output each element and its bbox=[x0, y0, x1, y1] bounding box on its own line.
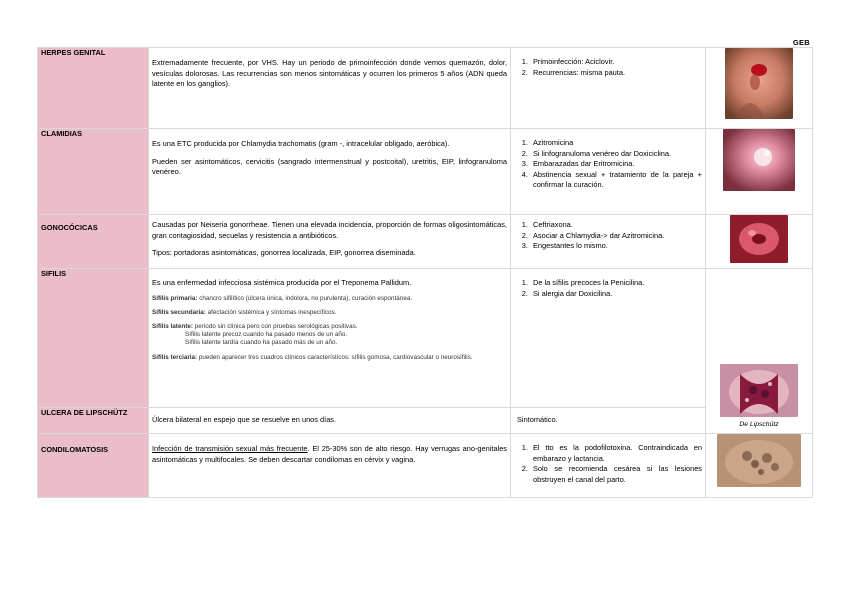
row-treatment bbox=[511, 408, 706, 434]
table-row-herpes bbox=[38, 48, 813, 129]
description-text: . El 25-30% son de alto riesgo. Hay verrugas ano-genitales asintomáticas y multifocales. Se deben descartar condilomas en cérvix y vagina. bbox=[152, 444, 508, 464]
stage-label: Sífilis primaria: bbox=[152, 294, 198, 302]
row-name: HERPES GENITAL bbox=[38, 48, 149, 129]
row-name: CLAMIDIAS bbox=[38, 129, 149, 215]
stage-text: afectación sistémica y síntomas inespecíficos. bbox=[207, 308, 337, 316]
clamidias-photo bbox=[723, 129, 795, 191]
row-treatment bbox=[511, 48, 706, 129]
syphilis-stage bbox=[152, 354, 507, 362]
treatment-item: 3. Embarazadas dar Eritromicina. bbox=[530, 159, 702, 170]
stage-text: pueden aparecer tres cuadros clínicos característicos: sífilis gomosa, cardiovascular o neurosífilis. bbox=[198, 353, 473, 361]
table-row-lipschutz bbox=[38, 408, 813, 434]
row-treatment bbox=[511, 269, 706, 408]
description-highlight: Infección de transmisión sexual más frecuente bbox=[152, 444, 308, 453]
table-row-gonococicas bbox=[38, 215, 813, 269]
row-image-cell bbox=[706, 48, 813, 129]
treatment-text: Sintomático. bbox=[517, 415, 558, 425]
description-paragraph: Causadas por Neiseria gonorrheae. Tienen una elevada incidencia, proporción de formas oligosintomáticas, gran contagiosidad, secuelas y resistencia a antibióticos. bbox=[152, 220, 507, 240]
treatment-item: 2. Solo se recomienda cesárea si las lesiones obstruyen el canal del parto. bbox=[530, 464, 702, 485]
table-row-clamidias bbox=[38, 129, 813, 215]
treatment-item: 2. Si alergia dar Doxicilina. bbox=[530, 289, 702, 300]
treatment-item: 1. El tto es la podofilotoxina. Contraindicada en embarazo y lactancia. bbox=[530, 443, 702, 464]
row-image-cell bbox=[706, 215, 813, 269]
gonococicas-photo bbox=[730, 215, 788, 263]
condilomatosis-photo bbox=[717, 434, 801, 487]
table-row-condilomatosis bbox=[38, 434, 813, 498]
description-paragraph: Úlcera bilateral en espejo que se resuelve en unos días. bbox=[152, 415, 337, 425]
row-treatment bbox=[511, 129, 706, 215]
syphilis-stage bbox=[152, 309, 507, 317]
description-paragraph: Es una enfermedad infecciosa sistémica producida por el Treponema Pallidum. bbox=[152, 278, 412, 287]
row-name: ULCERA DE LIPSCHÜTZ bbox=[38, 408, 149, 434]
row-image-cell bbox=[706, 434, 813, 498]
stage-label: Sífilis terciaria: bbox=[152, 353, 198, 361]
description-paragraph: Es una ETC producida por Chlamydia trachomatis (gram -, intracelular obligado, aeróbica). bbox=[152, 139, 450, 148]
row-treatment bbox=[511, 434, 706, 498]
treatment-item: 2. Recurrencias: misma pauta. bbox=[530, 68, 702, 79]
page-header-label: GEB bbox=[792, 38, 810, 47]
row-description bbox=[149, 48, 511, 129]
treatment-item: 3. Engestantes lo mismo. bbox=[530, 241, 702, 252]
stage-detail: Sífilis latente tardía cuando ha pasado más de un año. bbox=[185, 339, 338, 347]
treatment-item: 2. Si linfogranuloma venéreo dar Doxiciclina. bbox=[530, 149, 702, 160]
description-paragraph: Extremadamente frecuente, por VHS. Hay un periodo de primoinfección donde vemos quemazón, dolor, vesículas dolorosas. Las recurrencias son menos sintomáticas y ocurren los primeros 5 años (ADN queda latente en los ganglios). bbox=[152, 58, 507, 88]
stage-label: Sífilis latente: bbox=[152, 322, 193, 330]
stage-detail: Sífilis latente precoz cuando ha pasado menos de un año. bbox=[185, 331, 348, 339]
description-paragraph bbox=[152, 444, 507, 465]
description-paragraph: Pueden ser asintomáticos, cervicitis (sangrado intermenstrual y postcoital), uretritis, EIP, linfogranuloma venéreo. bbox=[152, 156, 507, 176]
row-name: SIFILIS bbox=[38, 269, 149, 408]
lipschutz-photo bbox=[720, 364, 798, 417]
treatment-item: 4. Abstinencia sexual + tratamiento de la pareja + confirmar la curación. bbox=[530, 170, 702, 191]
image-caption: De Lipschütz bbox=[739, 420, 779, 428]
stage-text: periodo sin clínica pero con pruebas serológicas positivas. bbox=[194, 322, 358, 330]
herpes-photo bbox=[725, 48, 793, 119]
syphilis-stage bbox=[152, 323, 507, 348]
row-description bbox=[149, 434, 511, 498]
table-row-sifilis bbox=[38, 269, 813, 408]
treatment-item: 1. Azitromicina bbox=[530, 138, 702, 149]
row-description bbox=[149, 408, 511, 434]
treatment-item: 1. De la sífilis precoces la Penicilina. bbox=[530, 278, 702, 289]
treatment-item: 1. Primoinfección: Aciclovir. bbox=[530, 57, 702, 68]
treatment-item: 2. Asociar a Chlamydia-> dar Azitromicina. bbox=[530, 231, 702, 242]
row-description bbox=[149, 215, 511, 269]
treatment-item: 1. Ceftriaxona. bbox=[530, 220, 702, 231]
description-paragraph: Tipos: portadoras asintomáticas, gonorrea localizada, EIP, gonorrea diseminada. bbox=[152, 248, 416, 257]
row-description bbox=[149, 129, 511, 215]
sti-table bbox=[37, 47, 813, 498]
row-treatment bbox=[511, 215, 706, 269]
row-description bbox=[149, 269, 511, 408]
row-image-cell bbox=[706, 269, 813, 434]
stage-text: chancro sifilítico (úlcera única, indolora, no purulenta), curación espontánea. bbox=[199, 294, 413, 302]
stage-label: Sífilis secundaria: bbox=[152, 308, 206, 316]
row-name: CONDILOMATOSIS bbox=[38, 434, 149, 498]
row-image-cell bbox=[706, 129, 813, 215]
syphilis-stage bbox=[152, 295, 507, 303]
row-name: GONOCÓCICAS bbox=[38, 215, 149, 269]
